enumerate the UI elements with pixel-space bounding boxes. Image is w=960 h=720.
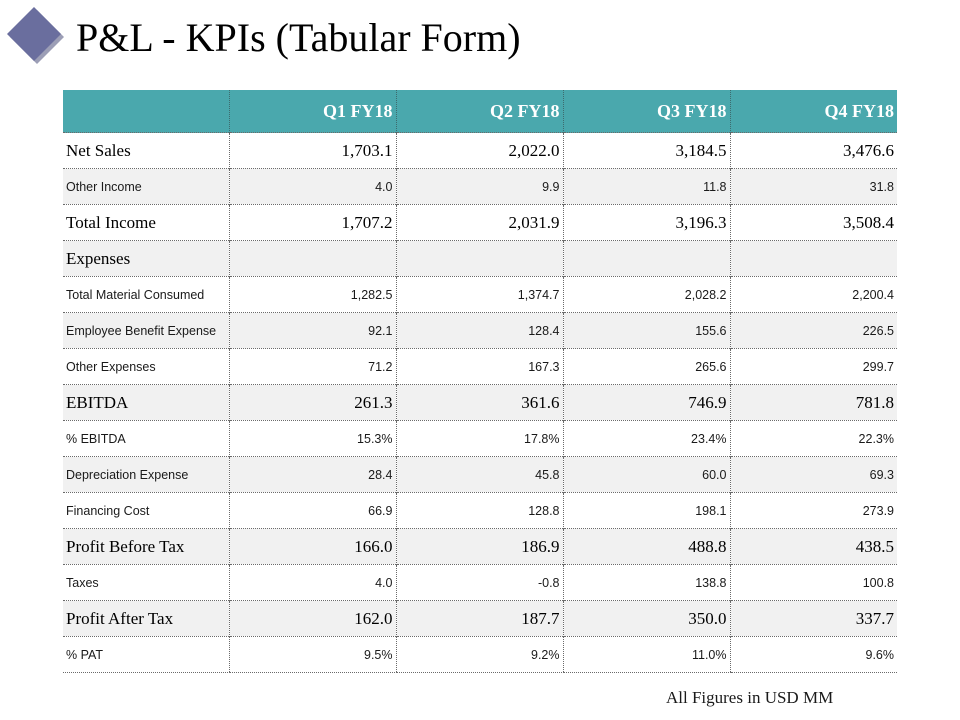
value-cell-q2: 17.8% — [396, 421, 563, 457]
value-cell-q1: 9.5% — [229, 637, 396, 673]
row-label: Total Material Consumed — [63, 277, 229, 313]
table-row — [63, 601, 897, 637]
value-cell-q3: 3,196.3 — [563, 205, 730, 241]
value-cell-q2: 2,022.0 — [396, 133, 563, 169]
value-cell-q1: 1,707.2 — [229, 205, 396, 241]
value-cell-q4: 100.8 — [730, 565, 897, 601]
header-cell-q4: Q4 FY18 — [730, 90, 897, 133]
value-cell-q4: 31.8 — [730, 169, 897, 205]
row-label: Profit Before Tax — [63, 529, 229, 565]
table-row — [63, 637, 897, 673]
table-row — [63, 493, 897, 529]
value-cell-q1: 162.0 — [229, 601, 396, 637]
value-cell-q1: 261.3 — [229, 385, 396, 421]
table-row — [63, 529, 897, 565]
value-cell-q3: 11.8 — [563, 169, 730, 205]
table-row — [63, 241, 897, 277]
table-row — [63, 133, 897, 169]
value-cell-q2: 128.4 — [396, 313, 563, 349]
table-row — [63, 421, 897, 457]
row-label: Net Sales — [63, 133, 229, 169]
value-cell-q3: 155.6 — [563, 313, 730, 349]
value-cell-q4: 69.3 — [730, 457, 897, 493]
value-cell-q1: 1,703.1 — [229, 133, 396, 169]
value-cell-q3: 23.4% — [563, 421, 730, 457]
value-cell-q4: 226.5 — [730, 313, 897, 349]
value-cell-q3: 746.9 — [563, 385, 730, 421]
value-cell-q2: 2,031.9 — [396, 205, 563, 241]
value-cell-q1: 15.3% — [229, 421, 396, 457]
header-cell-label — [63, 90, 229, 133]
row-label: Other Income — [63, 169, 229, 205]
value-cell-q2: 9.9 — [396, 169, 563, 205]
value-cell-q2: 167.3 — [396, 349, 563, 385]
footnote: All Figures in USD MM — [666, 688, 834, 707]
value-cell-q2: 128.8 — [396, 493, 563, 529]
diamond-icon — [0, 0, 70, 70]
value-cell-q1: 1,282.5 — [229, 277, 396, 313]
value-cell-q4: 3,476.6 — [730, 133, 897, 169]
row-label: % EBITDA — [63, 421, 229, 457]
value-cell-q3: 60.0 — [563, 457, 730, 493]
value-cell-q3: 198.1 — [563, 493, 730, 529]
value-cell-q3: 488.8 — [563, 529, 730, 565]
diamond-logo-icon — [0, 0, 70, 70]
value-cell-q2: 45.8 — [396, 457, 563, 493]
value-cell-q3: 11.0% — [563, 637, 730, 673]
value-cell-q3: 3,184.5 — [563, 133, 730, 169]
row-label: EBITDA — [63, 385, 229, 421]
value-cell-q3: 350.0 — [563, 601, 730, 637]
value-cell-q3 — [563, 241, 730, 277]
row-label: Expenses — [63, 241, 229, 277]
value-cell-q4: 22.3% — [730, 421, 897, 457]
value-cell-q1: 28.4 — [229, 457, 396, 493]
value-cell-q2: 187.7 — [396, 601, 563, 637]
row-label: Depreciation Expense — [63, 457, 229, 493]
value-cell-q3: 265.6 — [563, 349, 730, 385]
table-row — [63, 457, 897, 493]
table-row — [63, 385, 897, 421]
row-label: Other Expenses — [63, 349, 229, 385]
header-cell-q3: Q3 FY18 — [563, 90, 730, 133]
row-label: Financing Cost — [63, 493, 229, 529]
value-cell-q2: -0.8 — [396, 565, 563, 601]
value-cell-q1 — [229, 241, 396, 277]
value-cell-q2: 186.9 — [396, 529, 563, 565]
value-cell-q1: 4.0 — [229, 169, 396, 205]
page-title: P&L - KPIs (Tabular Form) — [76, 15, 521, 60]
value-cell-q4: 337.7 — [730, 601, 897, 637]
value-cell-q4 — [730, 241, 897, 277]
row-label: Employee Benefit Expense — [63, 313, 229, 349]
value-cell-q4: 9.6% — [730, 637, 897, 673]
table-row — [63, 565, 897, 601]
value-cell-q4: 438.5 — [730, 529, 897, 565]
value-cell-q3: 2,028.2 — [563, 277, 730, 313]
value-cell-q2 — [396, 241, 563, 277]
value-cell-q1: 71.2 — [229, 349, 396, 385]
header-cell-q1: Q1 FY18 — [229, 90, 396, 133]
table-row — [63, 169, 897, 205]
row-label: Total Income — [63, 205, 229, 241]
value-cell-q3: 138.8 — [563, 565, 730, 601]
value-cell-q1: 4.0 — [229, 565, 396, 601]
value-cell-q4: 299.7 — [730, 349, 897, 385]
row-label: Taxes — [63, 565, 229, 601]
table-row — [63, 205, 897, 241]
table-header-row — [63, 90, 897, 133]
header-cell-q2: Q2 FY18 — [396, 90, 563, 133]
row-label: Profit After Tax — [63, 601, 229, 637]
value-cell-q4: 781.8 — [730, 385, 897, 421]
value-cell-q4: 273.9 — [730, 493, 897, 529]
value-cell-q2: 9.2% — [396, 637, 563, 673]
table-row — [63, 349, 897, 385]
value-cell-q2: 1,374.7 — [396, 277, 563, 313]
value-cell-q1: 92.1 — [229, 313, 396, 349]
value-cell-q1: 66.9 — [229, 493, 396, 529]
row-label: % PAT — [63, 637, 229, 673]
table-row — [63, 313, 897, 349]
value-cell-q4: 2,200.4 — [730, 277, 897, 313]
table-row — [63, 277, 897, 313]
value-cell-q4: 3,508.4 — [730, 205, 897, 241]
value-cell-q2: 361.6 — [396, 385, 563, 421]
pl-kpi-table — [63, 90, 897, 673]
value-cell-q1: 166.0 — [229, 529, 396, 565]
